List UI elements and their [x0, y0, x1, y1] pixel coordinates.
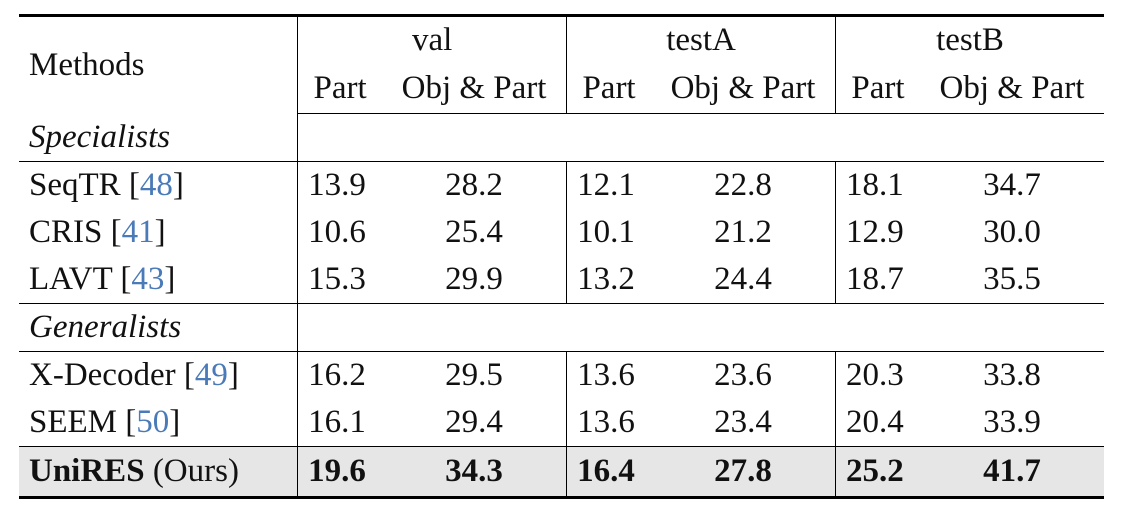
value-cell: 21.2: [651, 209, 836, 256]
section-spacer: [298, 304, 1104, 352]
table-row-ours: [19, 447, 1104, 498]
value-cell: 12.9: [846, 214, 904, 250]
value-cell: 20.3: [836, 352, 920, 400]
value-cell: 29.4: [382, 399, 567, 447]
value-cell: 20.4: [836, 399, 920, 447]
value-cell: 13.6: [567, 352, 651, 400]
citation-link[interactable]: 49: [194, 357, 228, 393]
value-cell: 29.9: [382, 256, 567, 304]
method-cell-ours: [19, 447, 298, 498]
value-cell: 16.4: [567, 447, 651, 498]
value-cell: 13.6: [567, 399, 651, 447]
section-label: Generalists: [19, 304, 298, 352]
subcol-header-part: Part: [567, 63, 651, 114]
citation-link[interactable]: 50: [136, 404, 170, 440]
citation-link[interactable]: 41: [121, 214, 155, 250]
value-cell: 10.1: [577, 214, 635, 250]
value-cell: 13.9: [298, 162, 382, 210]
methods-header: Methods: [19, 16, 298, 114]
citation-link[interactable]: 48: [139, 167, 173, 203]
method-cell: SeqTR [48]: [19, 162, 298, 210]
citation-link[interactable]: 43: [131, 261, 165, 297]
subcol-header-obj-part: Obj & Part: [920, 63, 1104, 114]
table-row: [19, 352, 1104, 400]
method-name: CRIS: [29, 214, 103, 250]
value-cell: 25.2: [836, 447, 920, 498]
subcol-header-obj-part: Obj & Part: [651, 63, 836, 114]
value-cell: 34.3: [382, 447, 567, 498]
section-spacer: [298, 114, 1104, 162]
table-row: [19, 162, 1104, 210]
value-cell: 25.4: [382, 209, 567, 256]
method-name: LAVT: [29, 261, 113, 297]
table-row: [19, 256, 1104, 304]
results-table: [19, 14, 1104, 499]
subcol-header-obj-part: Obj & Part: [382, 63, 567, 114]
value-cell: 30.0: [983, 214, 1041, 250]
section-row: [19, 114, 1104, 162]
value-cell: 33.9: [920, 399, 1104, 447]
method-cell: CRIS [41]: [19, 209, 298, 256]
value-cell: 41.7: [920, 447, 1104, 498]
table-row: [19, 209, 1104, 256]
group-header-testa: testA: [567, 16, 836, 64]
value-cell: 27.8: [651, 447, 836, 498]
value-cell: 35.5: [920, 256, 1104, 304]
subcol-header-part: Part: [836, 63, 920, 114]
method-name: SEEM: [29, 404, 118, 440]
method-cell: SEEM [50]: [19, 399, 298, 447]
value-cell: 23.4: [651, 399, 836, 447]
section-row: [19, 304, 1104, 352]
value-cell: 34.7: [920, 162, 1104, 210]
value-cell: 29.5: [382, 352, 567, 400]
value-cell: 19.6: [298, 447, 382, 498]
value-cell: 23.6: [651, 352, 836, 400]
value-cell: 28.2: [382, 162, 567, 210]
value-cell: 16.1: [298, 399, 382, 447]
value-cell: 13.2: [567, 256, 651, 304]
method-cell: LAVT [43]: [19, 256, 298, 304]
method-name-ours: UniRES: [29, 453, 145, 489]
ours-body: [19, 447, 1104, 498]
subcol-header-part: Part: [298, 63, 382, 114]
value-cell: 16.2: [298, 352, 382, 400]
value-cell: 15.3: [298, 256, 382, 304]
results-table-body: [19, 16, 1104, 114]
sections-body: [19, 114, 1104, 447]
value-cell: 12.1: [567, 162, 651, 210]
method-name: SeqTR: [29, 167, 121, 203]
method-name: X-Decoder: [29, 357, 176, 393]
value-cell: 18.7: [836, 256, 920, 304]
group-header-testb: testB: [836, 16, 1104, 64]
method-cell: X-Decoder [49]: [19, 352, 298, 400]
header-row-groups: [19, 16, 1104, 64]
table-row: [19, 399, 1104, 447]
group-header-val: val: [298, 16, 567, 64]
section-label: Specialists: [19, 114, 298, 162]
method-suffix-ours: (Ours): [152, 453, 239, 489]
value-cell: 22.8: [651, 162, 836, 210]
value-cell: 24.4: [651, 256, 836, 304]
value-cell: 10.6: [308, 214, 366, 250]
value-cell: 33.8: [920, 352, 1104, 400]
value-cell: 18.1: [836, 162, 920, 210]
